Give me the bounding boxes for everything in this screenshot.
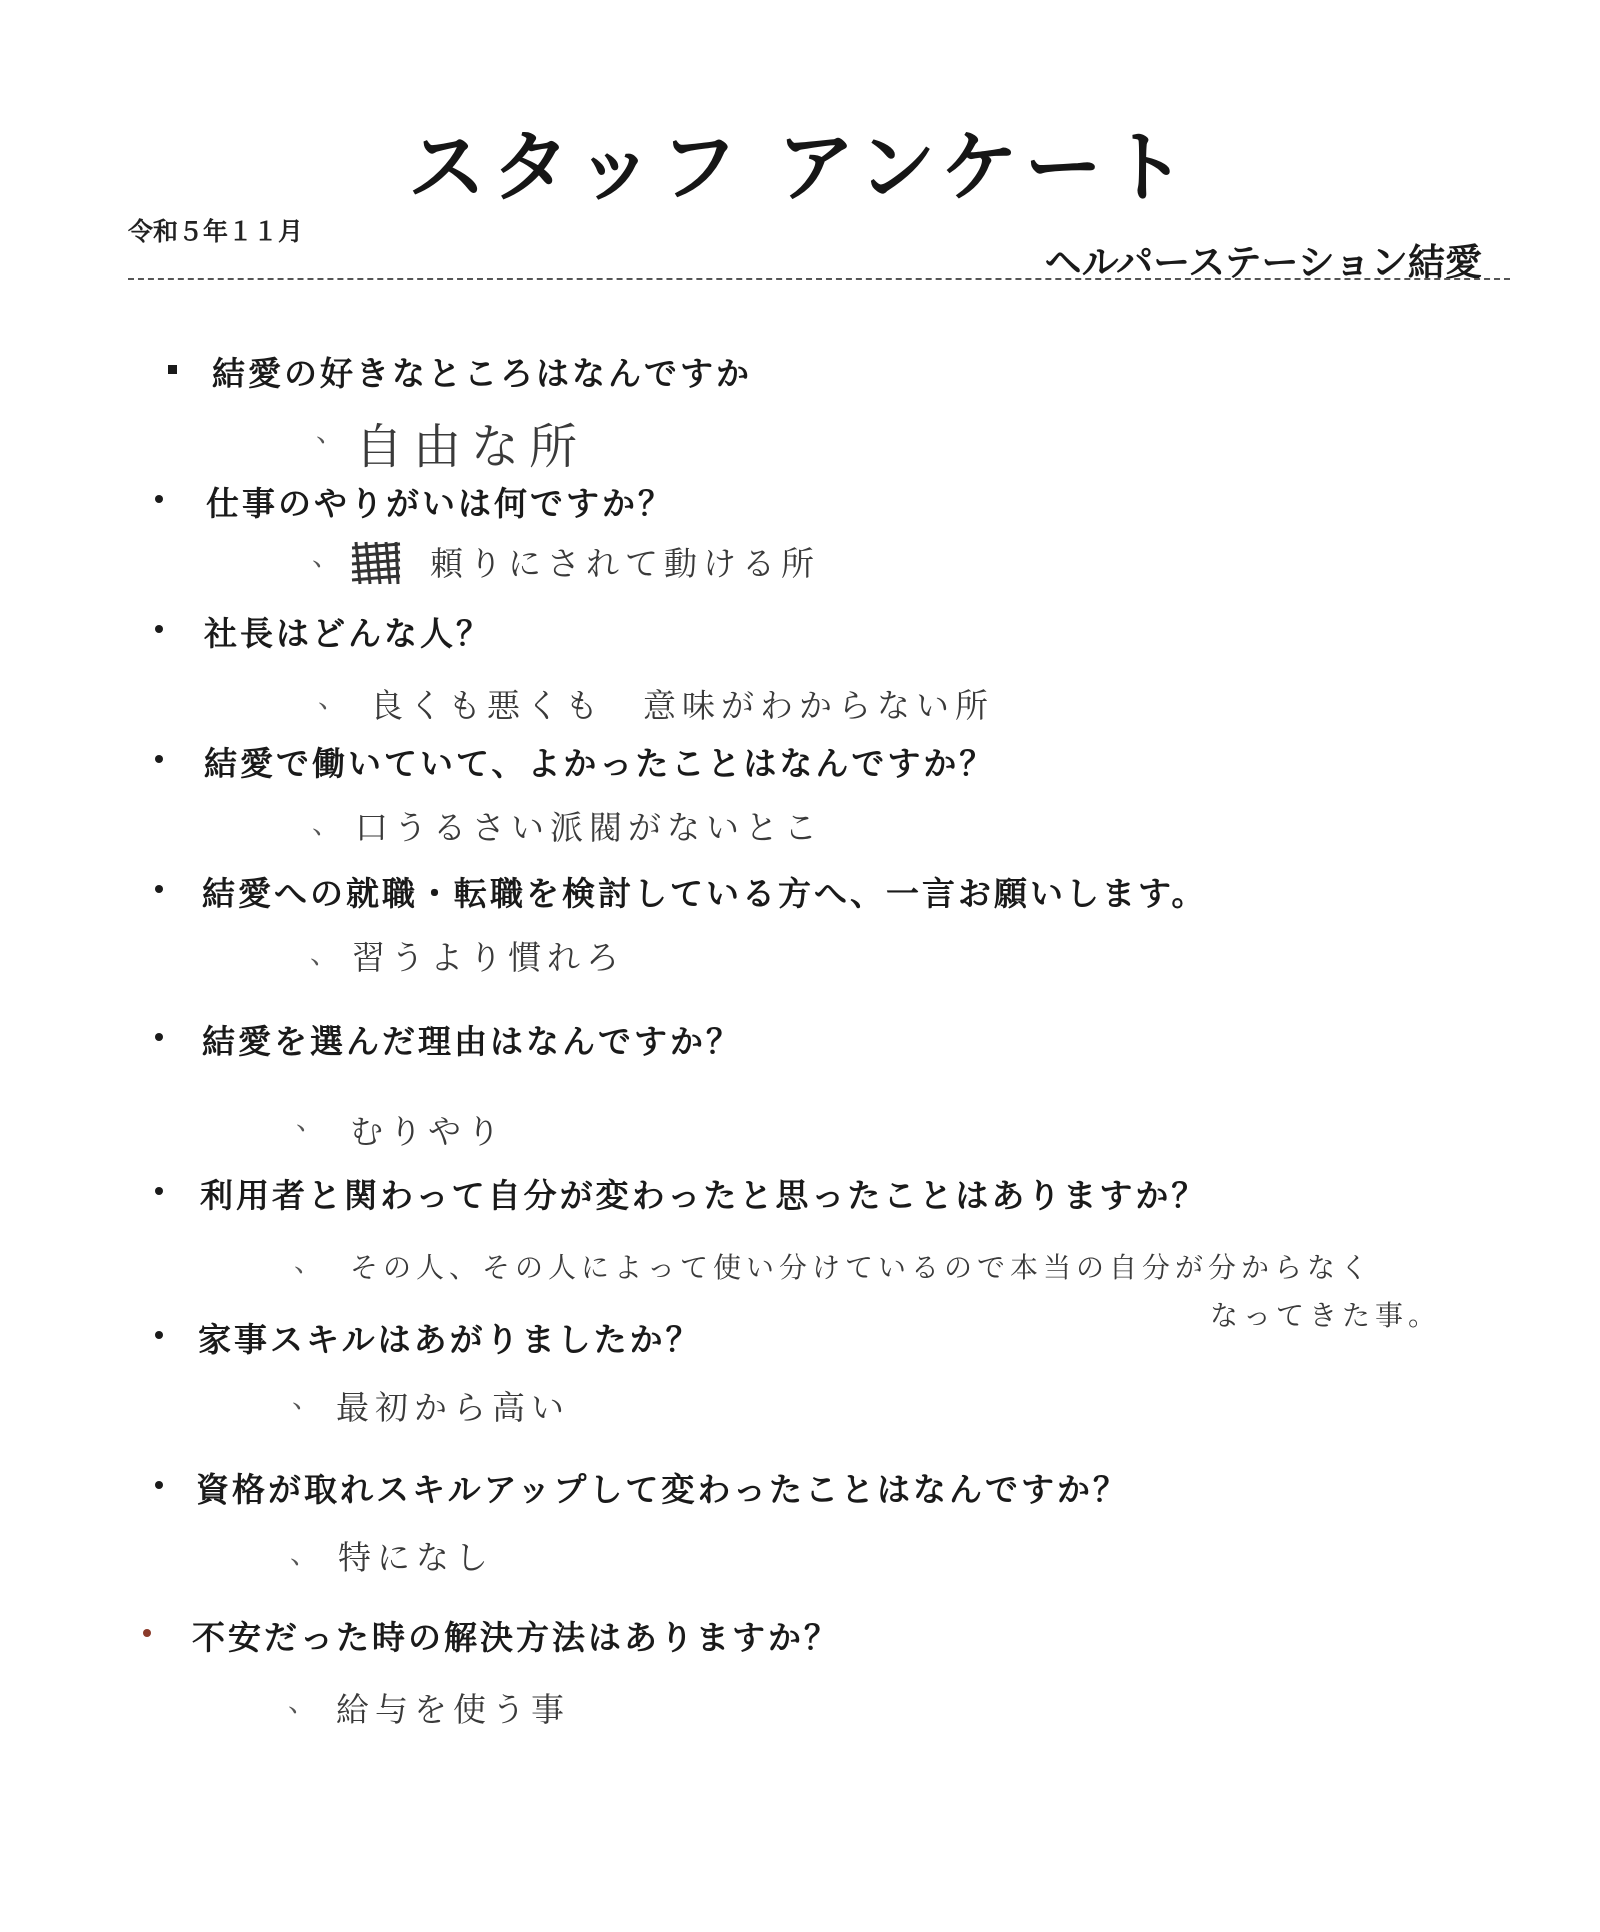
answer-text: 口うるさい派閥がないとこ [355,808,823,847]
bullet-icon [155,885,163,893]
question-text: 家事スキルはあがりましたか？ [198,1320,702,1359]
bullet-icon [155,625,163,633]
answer-tick-mark: 、 [292,1381,321,1414]
question-text: 仕事のやりがいは何ですか？ [206,484,674,523]
answer-text-continued: なってきた事。 [1210,1299,1442,1332]
answer-tick-mark: 、 [312,539,341,572]
question-text: 結愛への就職・転職を検討している方へ、一言お願いします。 [202,874,1208,913]
bullet-icon [155,1481,163,1489]
answer-tick-mark: 、 [288,1685,317,1718]
bullet-icon [155,495,163,503]
crossed-out-scribble-icon [350,540,402,586]
question-text: 利用者と関わって自分が変わったと思ったことはありますか？ [200,1176,1208,1215]
answer-text: 最初から高い [336,1388,570,1427]
page-title: スタッフ アンケート [407,123,1193,213]
question-text: 資格が取れスキルアップして変わったことはなんですか？ [196,1470,1130,1509]
answer-text: その人、その人によって使い分けているので本当の自分が分からなく [350,1251,1374,1284]
header-divider [128,278,1510,280]
answer-tick-mark: 、 [318,681,347,714]
answer-text: 給与を使う事 [336,1690,570,1729]
bullet-icon [168,365,177,374]
answer-tick-mark: 、 [316,415,345,448]
answer-tick-mark: 、 [296,1103,325,1136]
bullet-icon [155,1187,163,1195]
answer-text: 特になし [338,1538,494,1577]
answer-text: むりやり [350,1112,506,1151]
question-text: 不安だった時の解決方法はありますか？ [192,1618,840,1657]
bullet-icon [155,1331,163,1339]
answer-text: 自由な所 [355,419,588,475]
bullet-icon [155,1033,163,1041]
organization-name: ヘルパーステーション結愛 [1044,241,1482,284]
survey-date: 令和５年１１月 [128,217,304,246]
question-text: 結愛を選んだ理由はなんですか？ [202,1022,742,1061]
question-text: 社長はどんな人？ [204,614,492,653]
question-text: 結愛で働いていて、よかったことはなんですか？ [204,744,996,783]
answer-text: 良くも悪くも 意味がわからない所 [370,686,994,725]
answer-tick-mark: 、 [294,1245,323,1278]
bullet-icon [155,755,163,763]
answer-text: 頼りにされて動ける所 [430,544,820,583]
answer-text: 習うより慣れろ [352,938,625,977]
answer-tick-mark: 、 [312,807,341,840]
bullet-icon [143,1629,151,1637]
answer-tick-mark: 、 [310,937,339,970]
question-text: 結愛の好きなところはなんですか [212,354,752,393]
answer-tick-mark: 、 [290,1537,319,1570]
